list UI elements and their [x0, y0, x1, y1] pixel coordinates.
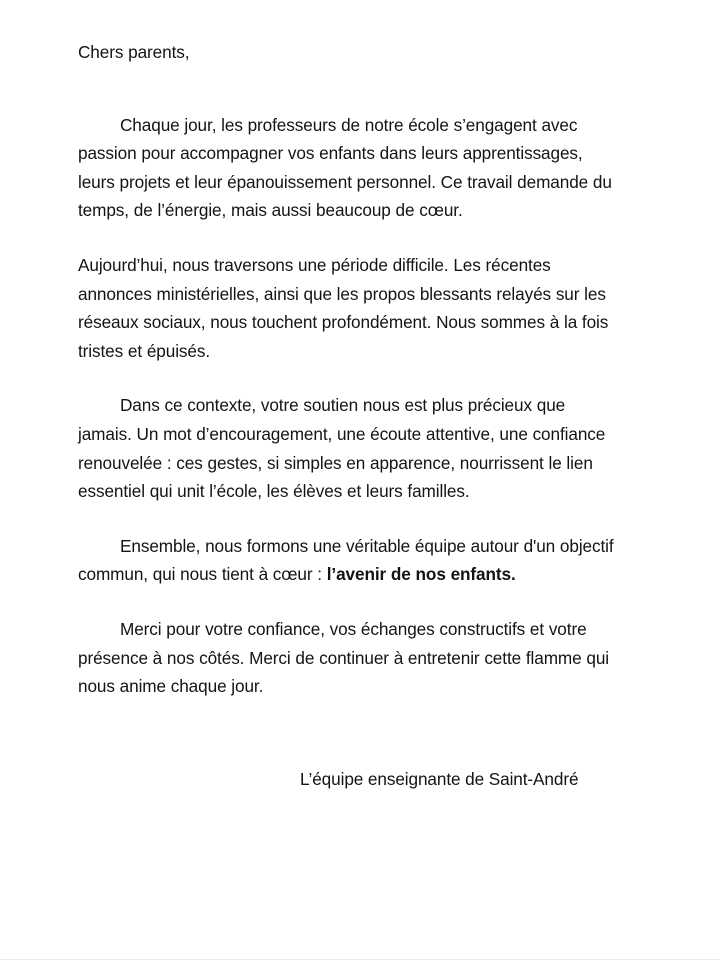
paragraph-2: Aujourd’hui, nous traversons une période difficile. Les récentes annonces ministérielles, ainsi que les propos blessants relayés sur les réseaux sociaux, nous touchent profondément. Nous sommes à la fois tristes et épuisés. [78, 254, 609, 361]
letter-body [78, 38, 622, 793]
signature-spacer [78, 727, 622, 765]
paragraph-4-emphasis: l’avenir de nos enfants. [326, 564, 516, 585]
paragraph-1: Chaque jour, les professeurs de notre école s’engagent avec passion pour accompagner vos enfants dans leurs apprentissages, leurs projets et leur épanouissement personnel. Ce travail demande du temps, de l’énergie, mais aussi beaucoup de cœur. [78, 114, 612, 221]
paragraph-4-lead: Ensemble, nous formons une véritable équipe autour d'un objectif commun, qui nous tient à cœur : [78, 535, 614, 585]
paragraph-3: Dans ce contexte, votre soutien nous est plus précieux que jamais. Un mot d’encouragement, une écoute attentive, une confiance renouvelée : ces gestes, si simples en apparence, nourrissent le lien essentiel qui unit l’école, les élèves et leurs familles. [78, 395, 606, 502]
signature-line: L’équipe enseignante de Saint-André [300, 768, 579, 789]
paragraph-5: Merci pour votre confiance, vos échanges constructifs et votre présence à nos côtés. Merci de continuer à entretenir cette flamme qui nous anime chaque jour. [78, 618, 610, 697]
salutation-line: Chers parents, [78, 42, 190, 62]
paragraph-4 [78, 532, 622, 589]
